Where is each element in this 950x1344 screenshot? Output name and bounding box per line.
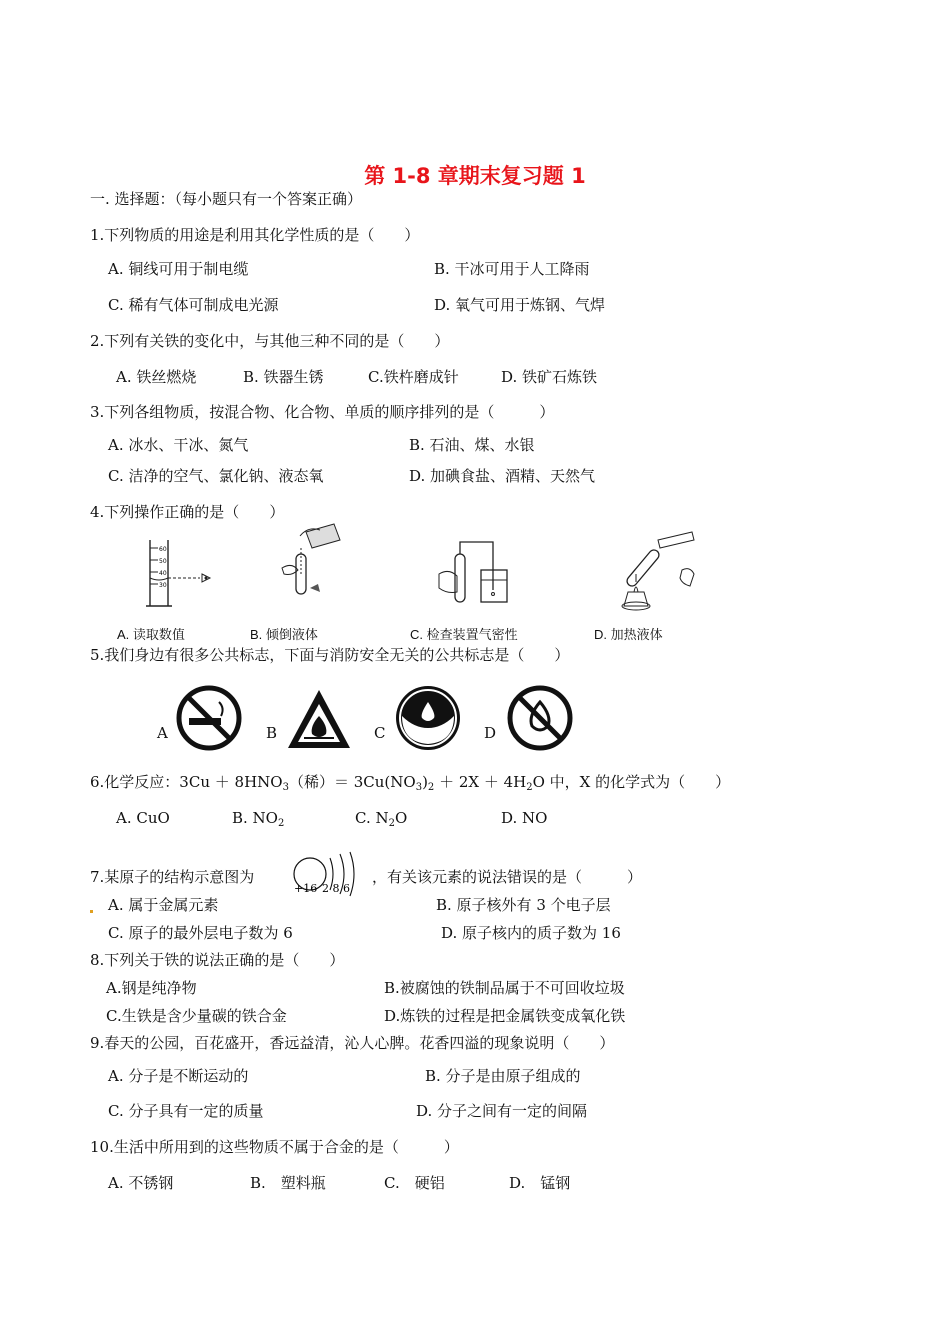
q1-stem: 1.下列物质的用途是利用其化学性质的是（ ） — [90, 226, 420, 244]
q10-option-d: D. 锰钢 — [509, 1174, 571, 1192]
q4-stem: 4.下列操作正确的是（ ） — [90, 503, 285, 521]
q7-option-a: A. 属于金属元素 — [108, 896, 219, 914]
q2-stem: 2.下列有关铁的变化中，与其他三种不同的是（ ） — [90, 332, 450, 350]
stray-mark — [90, 910, 93, 913]
q3-option-b: B. 石油、煤、水银 — [409, 436, 535, 454]
q6-option-d: D. NO — [501, 809, 548, 827]
q4-option-b: B. 倾倒液体 — [250, 627, 318, 642]
no-open-flame-sign-icon — [506, 684, 574, 752]
q6-subscript: 2 — [526, 782, 533, 793]
q7-option-d: D. 原子核内的质子数为 16 — [441, 924, 621, 942]
q3-option-d: D. 加碘食盐、酒精、天然气 — [409, 467, 596, 485]
q6-stem-part: ＋ 2X ＋ 4H — [434, 773, 527, 791]
q3-stem: 3.下列各组物质，按混合物、化合物、单质的顺序排列的是（ ） — [90, 403, 555, 421]
q6-option-c — [355, 811, 407, 829]
no-smoking-sign-icon — [175, 684, 243, 752]
q6-subscript: 2 — [277, 818, 285, 829]
q6-stem-part: O 中，X 的化学式为（ ） — [532, 773, 731, 791]
q6-subscript: 3 — [282, 782, 289, 793]
q10-option-a: A. 不锈钢 — [108, 1174, 174, 1192]
q6-stem-part: ) — [422, 773, 428, 791]
scale-mark-50: 50 — [159, 558, 167, 565]
q9-option-a: A. 分子是不断运动的 — [108, 1067, 249, 1085]
airtightness-check-figure — [425, 534, 525, 614]
scale-mark-30: 30 — [159, 582, 167, 589]
q1-option-c: C. 稀有气体可制成电光源 — [108, 296, 279, 314]
q9-stem: 9.春天的公园，百花盛开，香远益清，沁人心脾。花香四溢的现象说明（ ） — [90, 1034, 615, 1052]
q5-label-c: C — [374, 724, 386, 742]
q6-option-b-text: B. NO — [232, 809, 278, 827]
q6-stem-part: 6.化学反应：3Cu ＋ 8HNO — [90, 773, 283, 791]
page-title: 第 1-8 章期末复习题 1 — [364, 164, 586, 188]
q2-option-a: A. 铁丝燃烧 — [116, 368, 197, 386]
q9-option-c: C. 分子具有一定的质量 — [108, 1102, 264, 1120]
atom-shell-electrons: 2 8 6 — [322, 882, 350, 895]
atom-nucleus-charge: +16 — [294, 882, 318, 895]
scale-mark-40: 40 — [159, 570, 167, 577]
pouring-liquid-figure — [270, 518, 360, 614]
q8-stem: 8.下列关于铁的说法正确的是（ ） — [90, 951, 345, 969]
q7-stem-pre: 7.某原子的结构示意图为 — [90, 868, 255, 886]
q10-stem: 10.生活中所用到的这些物质不属于合金的是（ ） — [90, 1138, 459, 1156]
q6-option-c-text: C. N — [355, 809, 389, 827]
q8-option-b: B.被腐蚀的铁制品属于不可回收垃圾 — [384, 979, 625, 997]
q8-option-a: A.钢是纯净物 — [106, 979, 197, 997]
q3-option-a: A. 冰水、干冰、氮气 — [108, 436, 249, 454]
q5-stem: 5.我们身边有很多公共标志，下面与消防安全无关的公共标志是（ ） — [90, 646, 570, 664]
q1-option-d: D. 氧气可用于炼钢、气焊 — [434, 296, 606, 314]
q6-subscript: 2 — [427, 782, 435, 793]
q5-label-a: A — [157, 724, 168, 742]
q10-option-b: B. 塑料瓶 — [250, 1174, 326, 1192]
scale-mark-60: 60 — [159, 546, 167, 553]
q9-option-d: D. 分子之间有一定的间隔 — [416, 1102, 588, 1120]
q8-option-c: C.生铁是含少量碳的铁合金 — [106, 1007, 287, 1025]
graduated-cylinder-figure — [120, 534, 230, 614]
q4-option-a: A. 读取数值 — [117, 627, 185, 642]
q9-option-b: B. 分子是由原子组成的 — [425, 1067, 581, 1085]
flammable-warning-sign-icon — [284, 686, 354, 752]
section-heading: 一. 选择题：（每小题只有一个答案正确） — [90, 190, 363, 208]
heating-liquid-figure — [608, 526, 708, 616]
q4-option-d: D. 加热液体 — [594, 627, 663, 642]
q6-option-a: A. CuO — [116, 809, 170, 827]
q1-option-b: B. 干冰可用于人工降雨 — [434, 260, 590, 278]
atom-structure-diagram — [286, 848, 366, 898]
q1-option-a: A. 铜线可用于制电缆 — [108, 260, 249, 278]
q8-option-d: D.炼铁的过程是把金属铁变成氧化铁 — [384, 1007, 626, 1025]
q6-option-b — [232, 811, 284, 829]
q5-label-b: B — [266, 724, 278, 742]
q10-option-c: C. 硬铝 — [384, 1174, 445, 1192]
q7-option-b: B. 原子核外有 3 个电子层 — [436, 896, 611, 914]
q5-label-d: D — [484, 724, 497, 742]
q3-option-c: C. 洁净的空气、氯化钠、液态氧 — [108, 467, 324, 485]
q6-subscript: 3 — [415, 782, 423, 793]
q7-stem-post: ，有关该元素的说法错误的是（ ） — [372, 868, 643, 886]
q6-option-c-text: O — [394, 809, 408, 827]
q2-option-c: C.铁杵磨成针 — [368, 368, 459, 386]
q6-stem-part: （稀）＝ 3Cu(NO — [288, 773, 416, 791]
q6-subscript: 2 — [388, 818, 395, 829]
q7-option-c: C. 原子的最外层电子数为 6 — [108, 924, 293, 942]
q4-option-c: C. 检查装置气密性 — [410, 627, 518, 642]
q2-option-d: D. 铁矿石炼铁 — [501, 368, 598, 386]
q2-option-b: B. 铁器生锈 — [243, 368, 324, 386]
water-saving-sign-icon — [392, 682, 464, 754]
q6-stem — [90, 775, 730, 793]
